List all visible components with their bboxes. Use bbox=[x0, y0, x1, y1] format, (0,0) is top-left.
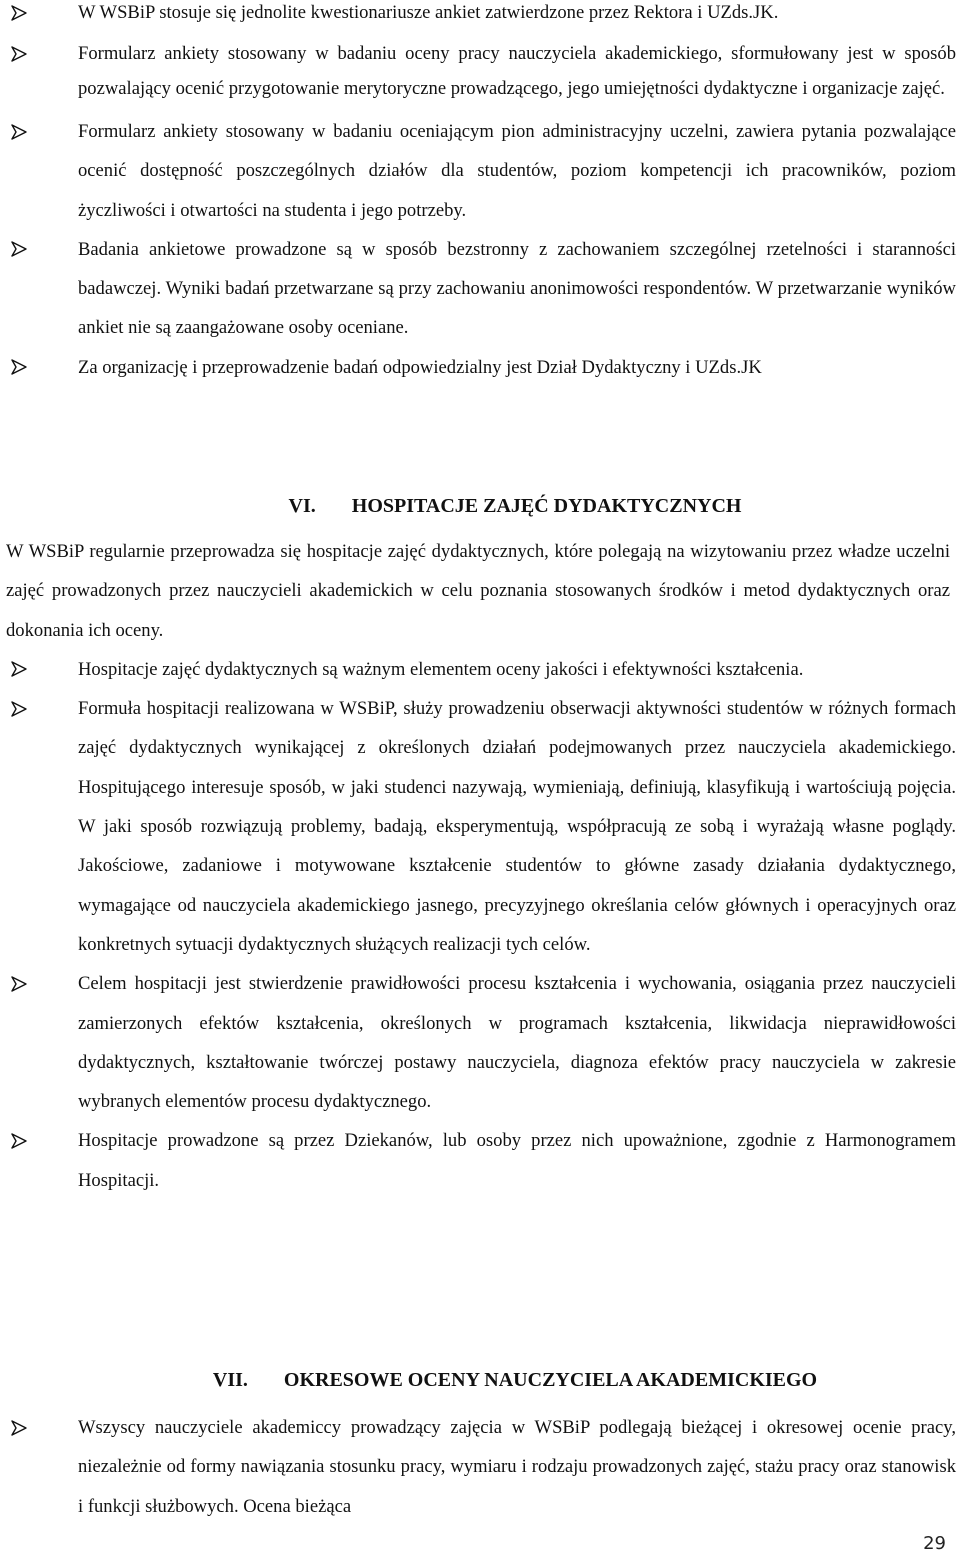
section-title: HOSPITACJE ZAJĘĆ DYDAKTYCZNYCH bbox=[351, 495, 742, 517]
arrowhead-bullet-icon bbox=[8, 650, 30, 689]
list-item-text: W WSBiP stosuje się jednolite kwestionariusze ankiet zatwierdzone przez Rektora i UZds.JK. bbox=[78, 2, 779, 23]
list-item bbox=[0, 650, 960, 689]
survey-bullet-list bbox=[0, 0, 960, 387]
section-number: VII. bbox=[212, 1369, 248, 1391]
list-item bbox=[0, 1408, 960, 1526]
list-item-text: Hospitacje zajęć dydaktycznych są ważnym elementem oceny jakości i efektywności kształcenia. bbox=[78, 658, 804, 680]
list-item-text: Wszyscy nauczyciele akademiccy prowadzący zajęcia w WSBiP podlegają bieżącej i okresowej ocenie pracy, niezależnie od formy nawiązania stosunku pracy, wymiaru i rodzaju prowadzonych zajęć, stażu pracy oraz stanowisk i funkcji służbowych. Ocena bieżąca bbox=[78, 1417, 956, 1517]
section-number: VI. bbox=[288, 495, 316, 517]
arrowhead-bullet-icon bbox=[8, 112, 30, 151]
intro-paragraph: W WSBiP regularnie przeprowadza się hospitacje zajęć dydaktycznych, które polegają na wizytowaniu przez władze uczelni zajęć prowadzonych przez nauczycieli akademickich w celu poznania stosowanych środków i metod dydaktycznych oraz dokonania ich oceny. bbox=[6, 541, 950, 641]
list-item bbox=[0, 0, 960, 26]
list-item-text: Formularz ankiety stosowany w badaniu oceny pracy nauczyciela akademickiego, sformułowany jest w sposób pozwalający ocenić przygotowanie merytoryczne prowadzącego, jego umiejętności dydaktyczne i organizacje zajęć. bbox=[78, 43, 956, 99]
arrowhead-bullet-icon bbox=[8, 36, 30, 71]
arrowhead-bullet-icon bbox=[8, 1121, 30, 1160]
list-item-text: Formularz ankiety stosowany w badaniu oceniającym pion administracyjny uczelni, zawiera pytania pozwalające ocenić dostępność poszczególnych działów dla studentów, poziom kompetencji ich pracowników, poziom życzliwości i otwartości na studenta i jego potrzeby. bbox=[78, 121, 956, 221]
list-item-text: Hospitacje prowadzone są przez Dziekanów, lub osoby przez nich upoważnione, zgodnie z Harmonogramem Hospitacji. bbox=[78, 1130, 956, 1191]
arrowhead-bullet-icon bbox=[8, 348, 30, 387]
list-item-text: Formuła hospitacji realizowana w WSBiP, służy prowadzeniu obserwacji aktywności studentów w różnych formach zajęć dydaktycznych wynikającej z określonych działań podejmowanych przez nauczyciela akademickiego. Hospitującego interesuje sposób, w jaki studenci nazywają, wymieniają, definiują, klasyfikują i wartościują pojęcia. W jaki sposób rozwiązują problemy, badają, eksperymentują, współpracują ze sobą i wyrażają własne poglądy. Jakościowe, zadaniowe i motywowane kształcenie studentów to główne zasady działania dydaktycznego, wymagające od nauczyciela akademickiego jasnego, precyzyjnego określania celów głównych i operacyjnych oraz konkretnych sytuacji dydaktycznych służących realizacji tych celów. bbox=[78, 698, 956, 955]
section-heading bbox=[0, 1360, 960, 1400]
list-item-text: Celem hospitacji jest stwierdzenie prawidłowości procesu kształcenia i wychowania, osiągania przez nauczycieli zamierzonych efektów kształcenia, określonych w programach kształcenia, likwidacja nieprawidłowości dydaktycznych, kształtowanie twórczej postawy nauczyciela, diagnoza efektów pracy nauczyciela w zakresie wybranych elementów procesu dydaktycznego. bbox=[78, 973, 956, 1113]
section-body bbox=[0, 532, 960, 1200]
list-item bbox=[0, 964, 960, 1121]
arrowhead-bullet-icon bbox=[8, 689, 30, 728]
section-title: OKRESOWE OCENY NAUCZYCIELA AKADEMICKIEGO bbox=[283, 1369, 818, 1391]
arrowhead-bullet-icon bbox=[8, 964, 30, 1003]
list-item bbox=[0, 348, 960, 387]
section-body bbox=[0, 1408, 960, 1526]
arrowhead-bullet-icon bbox=[8, 230, 30, 269]
list-item bbox=[0, 36, 960, 106]
page-number: 29 bbox=[923, 1533, 946, 1554]
list-item-text: Badania ankietowe prowadzone są w sposób bezstronny z zachowaniem szczególnej rzetelności i staranności badawczej. Wyniki badań przetwarzane są przy zachowaniu anonimowości respondentów. W przetwarzanie wyników ankiet nie są zaangażowane osoby oceniane. bbox=[78, 238, 956, 339]
arrowhead-bullet-icon bbox=[8, 0, 30, 26]
list-item-text: Za organizację i przeprowadzenie badań odpowiedzialny jest Dział Dydaktyczny i UZds.JK bbox=[78, 356, 762, 378]
list-item bbox=[0, 112, 960, 230]
list-item bbox=[0, 1121, 960, 1200]
list-item bbox=[0, 689, 960, 964]
list-item bbox=[0, 230, 960, 348]
section-heading bbox=[0, 486, 960, 526]
arrowhead-bullet-icon bbox=[8, 1408, 30, 1447]
